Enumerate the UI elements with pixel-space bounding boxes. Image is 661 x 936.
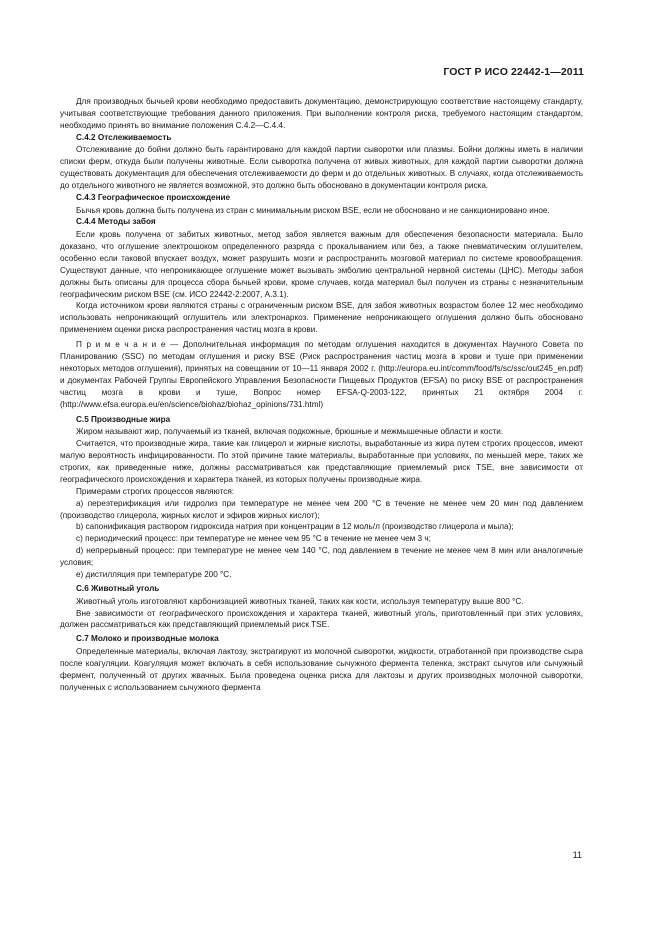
paragraph-c44a: Если кровь получена от забитых животных, метод забоя является важным для обеспечения безопасности материала. Было доказано, что оглушение электрошоком определенного разряда с прокалыванием или без, а также пневматическим оглушителем, особенно если таковой впускает воздух, может разрушить мозги и распространить мозговой материал по системе кровообращения. Существуют данные, что непроникающее оглушение может вызывать эмболию центральной нервной системы (ЦНС). Методы забоя должны быть описаны для процесса сбора бычьей крови, кроме случаев, когда материал был получен из страны с незначительным географическим риском BSE (см. ИСО 22442-2:2007, A.3.1). — [60, 230, 583, 299]
section-heading-c7: С.7 Молоко и производные молока — [76, 634, 219, 644]
section-heading-c43: С.4.3 Географическое происхождение — [76, 192, 231, 202]
paragraph-intro: Для производных бычьей крови необходимо предоставить документацию, демонстрирующую соответствие настоящему стандарту, учитывая соответствующие требования данного приложения. При выполнении контроля риска, требуемого настоящим стандартом, необходимо принять во внимание положения С.4.2—С.4.4. — [60, 97, 583, 130]
paragraph-c6b: Вне зависимости от географического происхождения и характера тканей, животный уголь, приготовленный при этих условиях, должен рассматриваться как представляющий приемлемый риск TSE. — [60, 608, 583, 630]
note-text: — Дополнительная информация по методам оглушения находится в документах Научного Совета по Планированию (SSC) по методам оглушения и риску BSE (Риск распространения частиц мозга в крови и туше при применении некоторых методов оглушения), принятых на совещании от 10—11 января 2002 г. (http://europa.eu.int/comm/food/fs/sc/ssc/out245_en.pdf) и документах Рабочей Группы Европейского Управления Безопасности Пищевых Продуктов (EFSA) по риску BSE от распространения частиц мозга в крови и туше, Вопрос номер EFSA-Q-2003-122, принятых 21 октября 2004 г. (http://www.efsa.europa.eu/en/science/biohaz/biohaz_opinions/731.html) — [60, 340, 583, 409]
section-heading-c5: С.5 Производные жира — [76, 414, 171, 424]
document-code-header: ГОСТ Р ИСО 22442-1—2011 — [443, 66, 584, 78]
paragraph-c44b: Когда источником крови являются страны с ограниченным риском BSE, для забоя животных возрастом более 12 мес необходимо использовать непроникающий оглушитель или электронаркоз. Применение непроникающего оглушения должно быть обосновано применением оценки риска распространения частиц мозга в крови. — [60, 301, 583, 335]
note-label: П р и м е ч а н и е — [76, 340, 166, 350]
paragraph-c7: Определенные материалы, включая лактозу, экстрагируют из молочной сыворотки, жидкости, отработанной при производстве сыра после коагуляции. Коагуляция может включать в себя использование сычужного фермента теленка, экстракт сычугов или сычужный фермент, полученный от других жвачных. Была проведена оценка риска для лактозы и других производных молочной сыворотки, полученных с использованием сычужного фермента — [60, 646, 583, 692]
paragraph-c43: Бычья кровь должна быть получена из стран с минимальным риском BSE, если не обосновано и не санкционировано иное. — [76, 205, 550, 215]
paragraph-c5a: Жиром называют жир, получаемый из тканей, включая подкожные, брюшные и межмышечные области и кости. — [76, 427, 504, 437]
list-item-a: а) переэтерификация или гидролиз при температуре не менее чем 200 °С в течение не менее чем 20 мин под давлением (производство глицерола, жирных кислот и эфиров жирных кислот); — [60, 498, 583, 520]
note-paragraph — [60, 339, 583, 410]
document-body — [60, 96, 583, 694]
list-item-e: е) дистилляция при температуре 200 °С. — [76, 570, 232, 580]
list-item-d: d) непрерывный процесс: при температуре не менее чем 140 °С, под давлением в течение не менее чем 8 мин или аналогичные условия; — [60, 546, 583, 568]
paragraph-c5b: Считается, что производные жира, такие как глицерол и жирные кислоты, выработанные из жира путем строгих процессов, имеют малую вероятность инфицированности. По этой причине такие материалы, выработанные при условиях, по меньшей мере, таких же строгих, как приведенные ниже, должны рассматриваться как представляющие приемлемый риск TSE, вне зависимости от географического происхождения и характера тканей, из которых получены производные жира. — [60, 439, 583, 484]
page-number: 11 — [572, 850, 582, 860]
list-item-c: с) периодический процесс: при температуре не менее чем 95 °С в течение не менее чем 3 ч; — [76, 534, 431, 544]
paragraph-c5c: Примерами строгих процессов являются: — [76, 486, 235, 496]
section-heading-c44: С.4.4 Методы забоя — [76, 217, 156, 227]
paragraph-c42: Отслеживание до бойни должно быть гарантировано для каждой партии сыворотки или плазмы. Бойни должны иметь в наличии списки ферм, откуда были получены животные. Если сыворотка получена от живых животных, для каждой партии сыворотки должна существовать документация для обеспечения отслеживаемости до ферм и до отдельных животных. В случаях, когда отслеживаемость до отдельного животного не является возможной, это должно быть обосновано в документации контроля риска. — [60, 145, 583, 191]
section-heading-c42: С.4.2 Отслеживаемость — [76, 132, 172, 142]
list-item-b: b) сапонификация раствором гидроксида натрия при концентрации в 12 моль/л (производство глицерола и мыла); — [76, 522, 514, 532]
paragraph-c6a: Животный уголь изготовляют карбонизацией животных тканей, таких как кости, используя температуру выше 800 °С. — [76, 596, 524, 606]
section-heading-c6: С.6 Животный уголь — [76, 584, 160, 593]
